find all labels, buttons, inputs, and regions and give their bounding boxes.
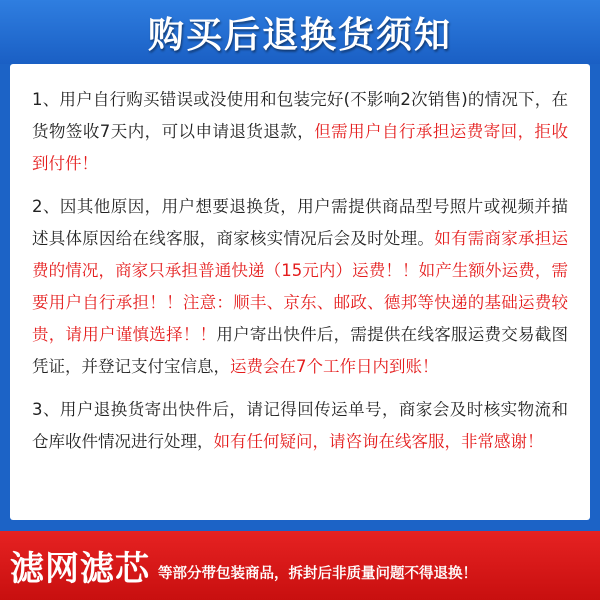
page-title: 购买后退换货须知 (147, 14, 452, 56)
notice-item-2-text-2: 用户寄出快件后，需提供在线客服运费交易截图凭证，并登记支付宝信息， (32, 325, 569, 376)
notice-panel (10, 64, 590, 520)
notice-item-3 (32, 394, 568, 458)
notice-item-2-warning-2: 运费会在7个工作日内到账！ (230, 357, 439, 376)
notice-item-1-warning: 但需用户自行承担运费寄回，拒收到付件！ (32, 122, 569, 173)
notice-item-2 (32, 191, 568, 383)
footer-note: 等部分带包装商品，拆封后非质量问题不得退换！ (158, 566, 477, 582)
notice-item-1-text: 1、用户自行购买错误或没使用和包装完好(不影响2次销售)的情况下，在货物签收7天内，可以申请退货退款， (32, 90, 568, 141)
notice-item-2-text: 2、因其他原因，用户想要退换货，用户需提供商品型号照片或视频并描述具体原因给在线客服，商家核实情况后会及时处理。 (32, 197, 568, 248)
footer-banner (0, 531, 600, 600)
notice-item-1 (32, 84, 568, 180)
footer-brand: 滤网滤芯 (10, 549, 150, 589)
notice-item-3-text: 3、用户退换货寄出快件后，请记得回传运单号，商家会及时核实物流和仓库收件情况进行处理， (32, 400, 568, 451)
notice-item-2-warning: 如有需商家承担运费的情况，商家只承担普通快递（15元内）运费！！如产生额外运费，需要用户自行承担！！注意：顺丰、京东、邮政、德邦等快递的基础运费较贵，请用户谨慎选择！！ (32, 229, 569, 344)
notice-item-3-warning: 如有任何疑问，请咨询在线客服，非常感谢！ (213, 432, 544, 451)
header-banner (0, 0, 600, 64)
